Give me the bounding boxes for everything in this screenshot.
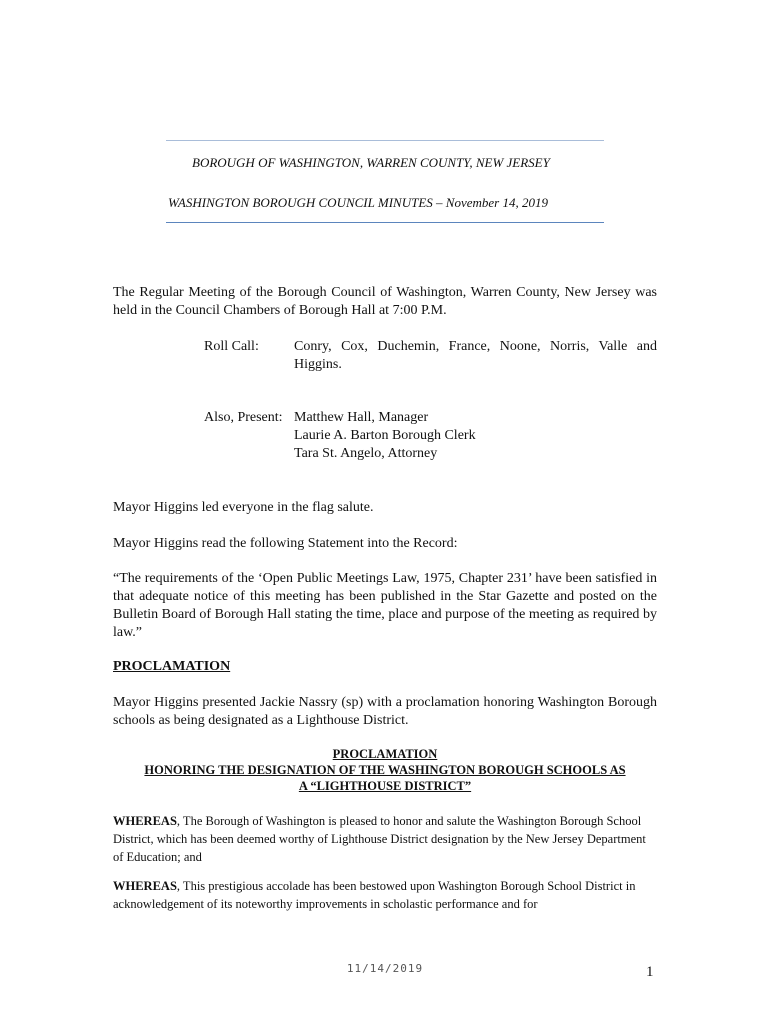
proclamation-title	[113, 746, 657, 794]
proclamation-title-line: PROCLAMATION	[332, 747, 438, 761]
roll-call-label: Roll Call:	[204, 339, 259, 354]
also-present	[204, 409, 657, 463]
header-top-rule	[166, 140, 604, 141]
also-present-list	[294, 409, 476, 463]
whereas-text: , This prestigious accolade has been bestowed upon Washington Borough School District in acknowledgement of its noteworthy improvements in scholastic performance and for	[113, 879, 636, 911]
flag-salute-paragraph: Mayor Higgins led everyone in the flag salute.	[113, 500, 374, 515]
proclamation-intro-paragraph: Mayor Higgins presented Jackie Nassry (sp) with a proclamation honoring Washington Borough schools as being designated as a Lighthouse District.	[113, 695, 657, 728]
proclamation-title-line: HONORING THE DESIGNATION OF THE WASHINGTON BOROUGH SCHOOLS AS	[144, 763, 626, 777]
roll-call-members: Conry, Cox, Duchemin, France, Noone, Norris, Valle and Higgins.	[294, 339, 657, 372]
whereas-keyword: WHEREAS	[113, 814, 177, 828]
header-minutes-line: WASHINGTON BOROUGH COUNCIL MINUTES – November 14, 2019	[168, 195, 548, 210]
statement-paragraph: “The requirements of the ‘Open Public Meetings Law, 1975, Chapter 231’ have been satisfied in that adequate notice of this meeting has been published in the Star Gazette and posted on the Bulletin Board of Borough Hall stating the time, place and purpose of the meeting as required by law.”	[113, 571, 657, 640]
whereas-text: , The Borough of Washington is pleased to honor and salute the Washington Borough School District, which has been deemed worthy of Lighthouse District designation by the New Jersey Department of Education; and	[113, 814, 646, 864]
also-present-person: Tara St. Angelo, Attorney	[294, 446, 438, 461]
whereas-clause	[113, 877, 657, 913]
also-present-person: Matthew Hall, Manager	[294, 410, 429, 425]
intro-paragraph: The Regular Meeting of the Borough Council of Washington, Warren County, New Jersey was held in the Council Chambers of Borough Hall at 7:00 P.M.	[113, 285, 657, 318]
proclamation-title-line: A “LIGHTHOUSE DISTRICT”	[298, 779, 472, 793]
footer-date: 11/14/2019	[346, 962, 424, 975]
header-bottom-rule	[166, 222, 604, 223]
also-present-person: Laurie A. Barton Borough Clerk	[294, 428, 476, 443]
roll-call	[204, 338, 657, 374]
header-borough-line: BOROUGH OF WASHINGTON, WARREN COUNTY, NEW JERSEY	[192, 155, 550, 170]
also-present-label: Also, Present:	[204, 410, 283, 425]
page-number: 1	[646, 964, 654, 980]
whereas-clause	[113, 812, 657, 866]
whereas-keyword: WHEREAS	[113, 879, 177, 893]
statement-intro-paragraph: Mayor Higgins read the following Statement into the Record:	[113, 536, 458, 551]
proclamation-heading: PROCLAMATION	[113, 659, 231, 674]
